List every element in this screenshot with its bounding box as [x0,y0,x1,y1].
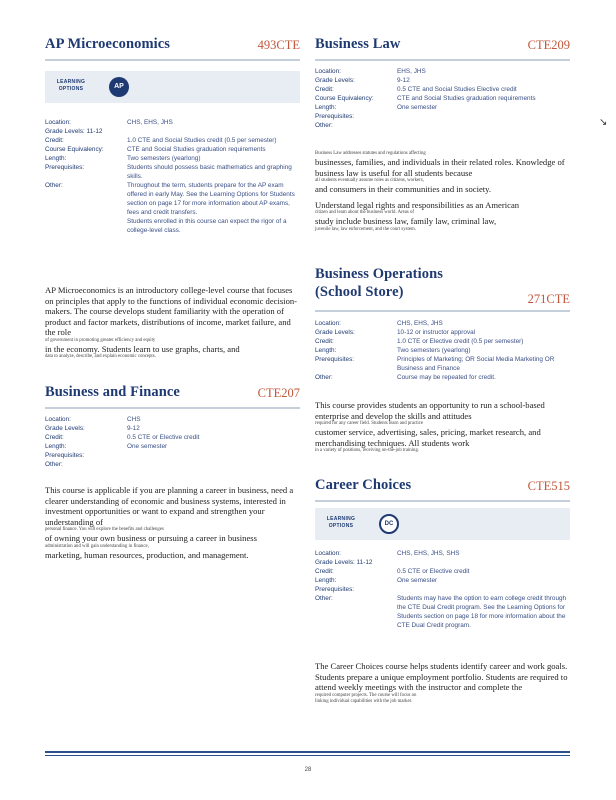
value-location: CHS, EHS, JHS [127,119,173,126]
course-title: Career Choices [315,477,412,493]
value-equivalency: CTE and Social Studies graduation requirements [397,95,536,102]
value-credit: 0.5 CTE or Elective credit [127,434,200,441]
label-length: Length: [315,104,337,111]
label-length: Length: [45,155,67,162]
course-code: CTE209 [527,38,570,52]
learning-options-label: LEARNING OPTIONS [326,516,356,529]
label-other: Other: [45,461,63,468]
label-grade-levels: Grade Levels: 11-12 [45,128,103,135]
label-location: Location: [315,550,341,557]
label-other: Other: [315,595,333,602]
learning-options-banner [45,71,300,103]
course-title: Business Operations [315,266,443,282]
label-grade-levels: Grade Levels: [45,425,85,432]
page-number: 28 [304,767,312,773]
divider [45,407,300,409]
value-credit: 0.5 CTE or Elective credit [397,568,470,575]
footer-rule [45,751,570,753]
label-credit: Credit: [45,137,64,144]
value-credit: 1.0 CTE and Social Studies credit (0.5 per semester) [127,137,277,144]
value-credit: 1.0 CTE or Elective credit (0.5 per semester) [397,338,524,345]
label-equivalency: Course Equivalency: [45,146,104,153]
value-length: One semester [127,443,168,450]
course-code: 493CTE [257,38,300,52]
label-other: Other: [315,374,333,381]
value-prerequisites: Principles of Marketing; OR Social Media Marketing OR Business and Finance [397,356,555,372]
label-credit: Credit: [315,568,334,575]
course-business-law [315,36,570,232]
course-business-finance [45,384,300,560]
value-other: Students may have the option to earn college credit through the CTE Dual Credit program. See the Learning Options for Students section on page 18 for more information about the CTE Dual Credit program. [397,595,567,629]
label-equivalency: Course Equivalency: [315,95,374,102]
course-description: This course provides students an opportunity to run a school-based enterprise and develop the skills and attitudes required for any career field. Students learn and practice customer service, advertising, sales, pricing, market research, and merchandising techniques. All students work in a variety of positions, receiving on-the-job training. [315,400,545,453]
value-length: One semester [397,577,438,584]
label-grade-levels: Grade Levels: 11-12 [315,559,373,566]
course-details [315,67,570,130]
divider [315,500,570,502]
label-location: Location: [45,416,71,423]
course-details [45,118,300,235]
course-code: 271CTE [527,292,570,306]
course-title: Business and Finance [45,384,180,400]
label-grade-levels: Grade Levels: [315,329,355,336]
value-length: Two semesters (yearlong) [127,155,201,162]
label-length: Length: [315,577,337,584]
value-prerequisites: Students should possess basic mathematics and graphing skills. [127,164,292,180]
course-title: Business Law [315,36,401,52]
divider [315,310,570,312]
learning-options-label: LEARNING OPTIONS [56,79,86,92]
course-career-choices [315,477,570,704]
course-description: The Career Choices course helps students identify career and work goals. Students prepare a unique employment portfolio. Students are required to attend weekly meetings with the instructor and complete the required computer projects. The course will focus on linking individual capabilities with the job market. [315,661,568,704]
footer-rule-thin [45,755,570,756]
value-other-2: Students enrolled in this course can expect the rigor of a college-level class. [127,218,287,234]
course-description: This course is applicable if you are planning a career in business, need a clearer understanding of economic and business systems, interested in investment opportunities or want to expand and strengthen your understanding of personal finance. You will explore the benefits and challenges of owning your own business or pursuing a career in business administration and will gain understanding in finance, marketing, human resources, production, and management. [45,485,294,560]
course-details [315,319,570,382]
label-other: Other: [45,182,63,189]
course-title: AP Microeconomics [45,36,171,52]
course-code: CTE207 [257,386,300,400]
value-grade-levels: 9-12 [397,77,410,84]
course-details [45,415,300,469]
value-grade-levels: 9-12 [127,425,140,432]
value-length: One semester [397,104,438,111]
label-credit: Credit: [315,338,334,345]
course-business-operations [315,266,570,453]
label-length: Length: [45,443,67,450]
value-length: Two semesters (yearlong) [397,347,471,354]
course-description: AP Microeconomics is an introductory college-level course that focuses on principles that apply to the functions of individual economic decision-makers. The course develops student familiarity with the operation of product and factor markets, distributions of income, market failure, and the role of government in promoting greater efficiency and equity in the economy. Students learn to use graphs, charts, and data to analyze, describe, and explain economic concepts. [45,285,298,359]
label-location: Location: [45,119,71,126]
label-location: Location: [315,320,341,327]
divider [45,59,300,61]
label-credit: Credit: [45,434,64,441]
value-credit: 0.5 CTE and Social Studies Elective credit [397,86,517,93]
course-ap-microeconomics [45,36,300,359]
course-title-line-2: (School Store) [315,284,404,300]
value-equivalency: CTE and Social Studies graduation requirements [127,146,266,153]
course-description: Business Law addresses statutes and regulations affecting businesses, families, and individuals in their related roles. Knowledge of business law is useful for all students because all students eventually assume roles as citizens, workers, and consumers in their communities and in society. Understand legal rights and responsibilities as an American citizen and learn about the business world. Areas of study include business law, family law, criminal law, juvenile law, law enforcement, and the court system. [315,151,565,232]
value-location: CHS, EHS, JHS, SHS [397,550,460,557]
label-prerequisites: Prerequisites: [45,452,85,459]
label-prerequisites: Prerequisites: [315,356,355,363]
label-length: Length: [315,347,337,354]
label-other: Other: [315,122,333,129]
course-details [315,549,570,630]
label-location: Location: [315,68,341,75]
value-location: CHS, EHS, JHS [397,320,443,327]
label-prerequisites: Prerequisites: [45,164,85,171]
label-prerequisites: Prerequisites: [315,586,355,593]
value-grade-levels: 10-12 or instructor approval [397,329,476,336]
label-prerequisites: Prerequisites: [315,113,355,120]
value-location: EHS, JHS [397,68,426,75]
value-other: Course may be repeated for credit. [397,374,496,381]
value-location: CHS [127,416,141,423]
learning-options-banner [315,508,570,540]
label-grade-levels: Grade Levels: [315,77,355,84]
ap-badge-icon: AP [109,77,129,97]
label-credit: Credit: [315,86,334,93]
course-code: CTE515 [527,479,570,493]
divider [315,59,570,61]
value-other: Throughout the term, students prepare for the AP exam offered in early May. See the Learning Options for Students section on page 17 for more information about AP exams, fees and credit transfers. [127,182,295,216]
dual-credit-badge-icon: DC [379,514,399,534]
margin-arrow-icon: ↘ [599,117,608,128]
